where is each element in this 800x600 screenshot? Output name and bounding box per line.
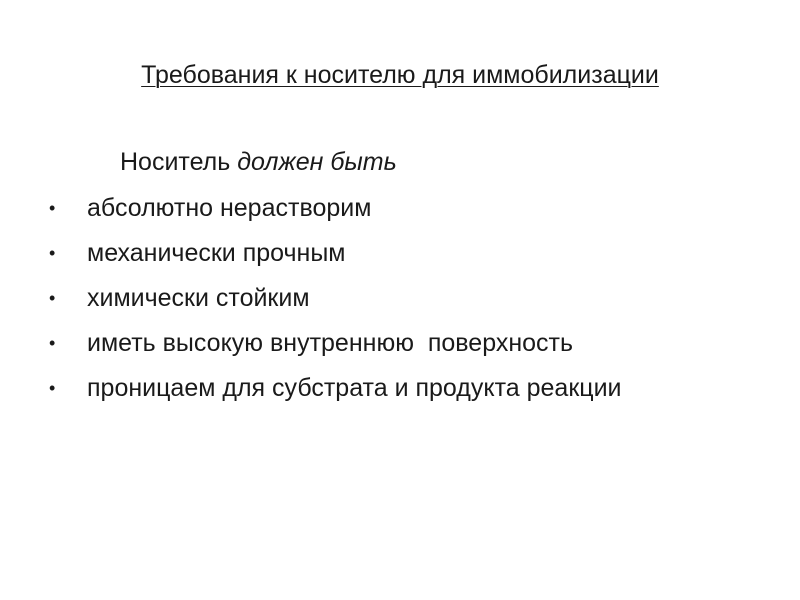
list-item-text: иметь высокую внутреннюю поверхность [87,329,573,357]
intro-normal-text: Носитель [120,148,238,176]
bullet-icon: • [49,288,56,308]
bullet-icon: • [49,333,56,353]
bullet-icon: • [49,378,56,398]
intro-italic-text: должен быть [237,148,397,176]
bullet-icon: • [49,198,56,218]
list-item-text: химически стойким [87,284,310,312]
list-item-text: проницаем для субстрата и продукта реакции [87,374,622,402]
intro-line [120,145,397,179]
bullet-icon: • [49,243,56,263]
list-item-text: механически прочным [87,239,346,267]
slide-title: Требования к носителю для иммобилизации [141,61,659,89]
list-item-text: абсолютно нерастворим [87,194,372,222]
